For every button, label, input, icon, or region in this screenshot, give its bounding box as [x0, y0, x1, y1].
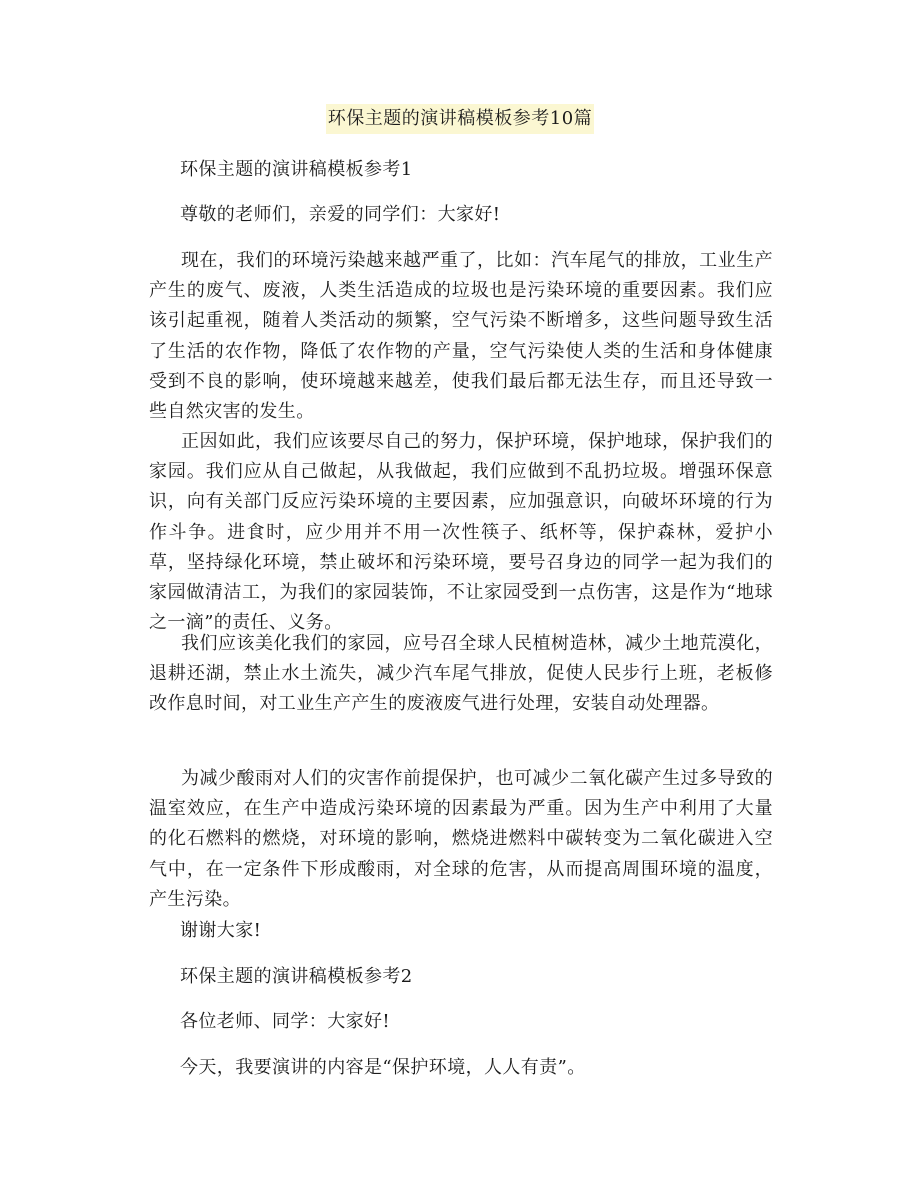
section-2-opening: 今天，我要演讲的内容是“保护环境，人人有责”。 — [180, 1057, 586, 1078]
section-1-greeting: 尊敬的老师们，亲爱的同学们：大家好! — [180, 204, 501, 225]
section-2-heading: 环保主题的演讲稿模板参考2 — [180, 966, 413, 987]
section-1-heading: 环保主题的演讲稿模板参考1 — [180, 159, 413, 180]
section-2-greeting: 各位老师、同学：大家好! — [180, 1011, 391, 1032]
paragraph-1: 现在，我们的环境污染越来越严重了，比如：汽车尾气的排放，工业生产产生的废气、废液，人类生活造成的垃圾也是污染环境的重要因素。我们应该引起重视，随着人类活动的频繁，空气污染不断增多，这些问题导致生活了生活的农作物，降低了农作物的产量，空气污染使人类的生活和身体健康受到不良的影响，使环境越来越差，使我们最后都无法生存，而且还导致一些自然灾害的发生。 — [149, 250, 773, 423]
paragraph-3: 我们应该美化我们的家园，应号召全球人民植树造林，减少土地荒漠化，退耕还湖，禁止水土流失，减少汽车尾气排放，促使人民步行上班，老板修改作息时间，对工业生产产生的废液废气进行处理，安装自动处理器。 — [149, 633, 773, 715]
paragraph-2: 正因如此，我们应该要尽自己的努力，保护环境，保护地球，保护我们的家园。我们应从自己做起，从我做起，我们应做到不乱扔垃圾。增强环保意识，向有关部门反应污染环境的主要因素，应加强意识，向破坏环境的行为作斗争。进食时，应少用并不用一次性筷子、纸杯等，保护森林，爱护小草，坚持绿化环境，禁止破坏和污染环境，要号召身边的同学一起为我们的家园做清洁工，为我们的家园装饰，不让家园受到一点伤害，这是作为“地球之一滴”的责任、义务。 — [149, 431, 773, 634]
paragraph-4: 为减少酸雨对人们的灾害作前提保护，也可减少二氧化碳产生过多导致的温室效应，在生产中造成污染环境的因素最为严重。因为生产中利用了大量的化石燃料的燃烧，对环境的影响，燃烧进燃料中碳转变为二氧化碳进入空气中，在一定条件下形成酸雨，对全球的危害，从而提高周围环境的温度，产生污染。 — [149, 768, 773, 910]
title-container — [0, 104, 920, 134]
document-title: 环保主题的演讲稿模板参考10篇 — [326, 104, 594, 134]
section-1-closing: 谢谢大家! — [180, 920, 262, 941]
